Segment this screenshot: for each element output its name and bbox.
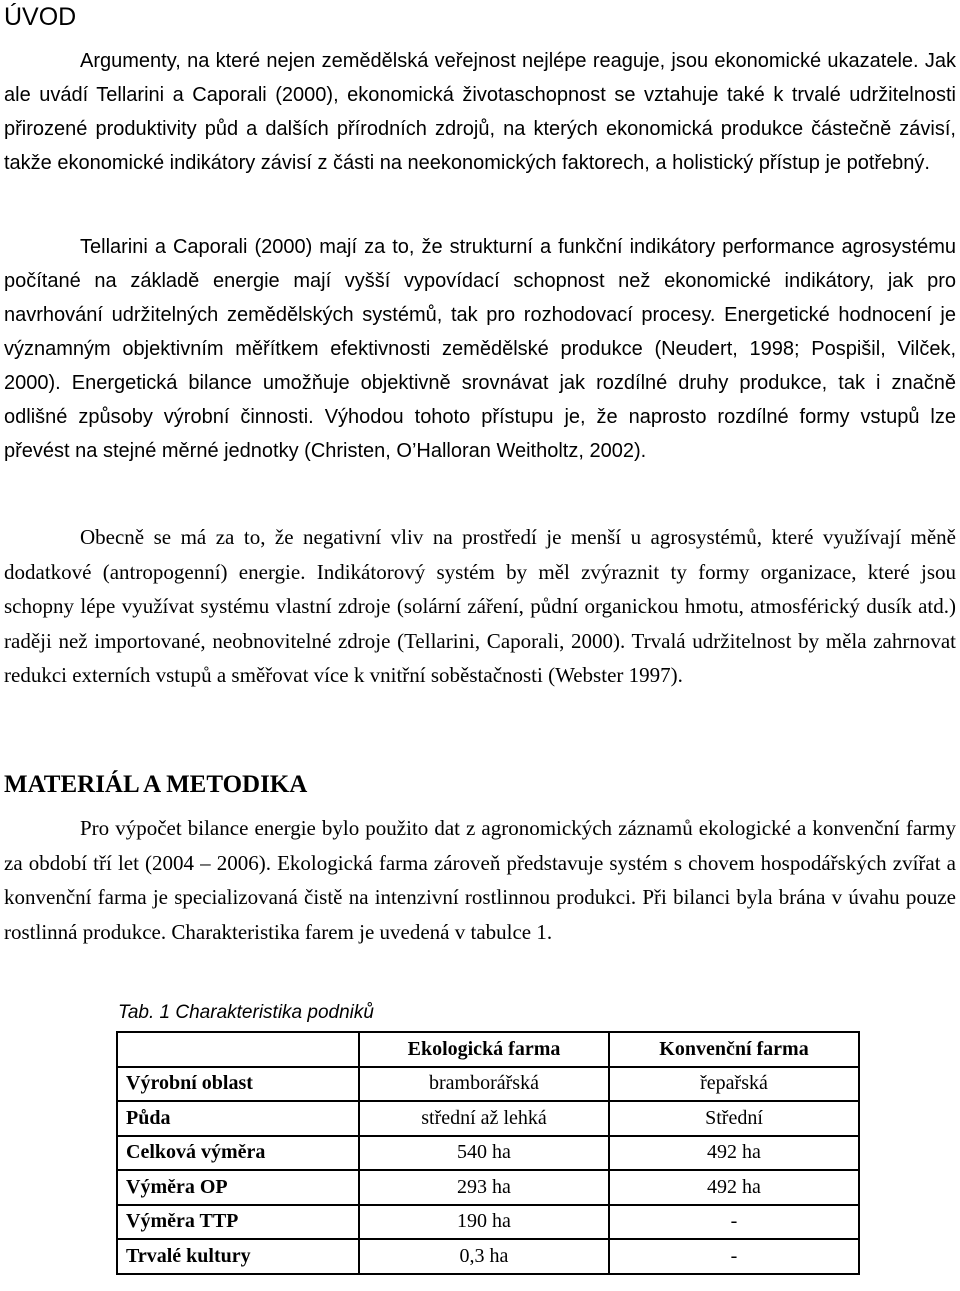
- row-label: Výrobní oblast: [117, 1067, 359, 1102]
- cell-konv: 492 ha: [609, 1170, 859, 1205]
- intro-paragraph-3: Obecně se má za to, že negativní vliv na prostředí je menší u agrosystémů, které využívají měně dodatkové (antropogenní) energie. Indikátorový systém by měl zvýraznit ty formy organizace, které jsou schopny lépe využívat systému vlastní zdroje (solární záření, půdní organickou hmotu, atmosférický dusík atd.) raději než importované, neobnovitelné zdroje (Tellarini, Caporali, 2000). Trvalá udržitelnost by měla zahrnovat redukci externích vstupů a směřovat více k vnitřní soběstačnosti (Webster 1997).: [4, 525, 956, 688]
- row-label: Trvalé kultury: [117, 1239, 359, 1274]
- table-row: [117, 1101, 859, 1136]
- cell-eko: bramborářská: [359, 1067, 609, 1102]
- row-label: Půda: [117, 1101, 359, 1136]
- row-label: Celková výměra: [117, 1136, 359, 1171]
- intro-paragraph-1: Argumenty, na které nejen zemědělská veřejnost nejlépe reaguje, jsou ekonomické ukazatele. Jak ale uvádí Tellarini a Caporali (2000), ekonomická životaschopnost se vztahuje také k trvalé udržitelnosti přirozené produktivity půd a dalších přírodních zdrojů, na kterých ekonomická produkce částečně závisí, takže ekonomické indikátory závisí z části na neekonomických faktorech, a holistický přístup je potřebný.: [4, 50, 956, 174]
- row-label: Výměra OP: [117, 1170, 359, 1205]
- header-cell-konv: Konvenční farma: [609, 1032, 859, 1067]
- cell-konv: -: [609, 1205, 859, 1240]
- table-row: [117, 1170, 859, 1205]
- intro-paragraph-2: Tellarini a Caporali (2000) mají za to, že strukturní a funkční indikátory performance agrosystému počítané na základě energie mají vyšší vypovídací schopnost než ekonomické indikátory, jak pro navrhování udržitelných zemědělských systémů, tak pro rozhodovací procesy. Energetické hodnocení je významným objektivním měřítkem efektivnosti zemědělské produkce (Neudert, 1998; Pospišil, Vilček, 2000). Energetická bilance umožňuje objektivně srovnávat jak rozdílné druhy produkce, tak i značně odlišné způsoby výrobní činnosti. Výhodou tohoto přístupu je, že naprosto rozdílné formy vstupů lze převést na stejné měrné jednotky (Christen, O’Halloran Weitholtz, 2002).: [4, 236, 956, 462]
- row-label: Výměra TTP: [117, 1205, 359, 1240]
- cell-eko: 190 ha: [359, 1205, 609, 1240]
- cell-eko: 293 ha: [359, 1170, 609, 1205]
- section-heading-uvod: ÚVOD: [4, 3, 77, 31]
- farm-characteristics-table: [116, 1031, 860, 1275]
- cell-konv: řepařská: [609, 1067, 859, 1102]
- cell-konv: -: [609, 1239, 859, 1274]
- table-row: [117, 1067, 859, 1102]
- header-cell-eko: Ekologická farma: [359, 1032, 609, 1067]
- cell-eko: střední až lehká: [359, 1101, 609, 1136]
- table-row: [117, 1136, 859, 1171]
- table-header-row: [117, 1032, 859, 1067]
- section-heading-methods: MATERIÁL A METODIKA: [4, 771, 308, 798]
- table-row: [117, 1239, 859, 1274]
- cell-eko: 0,3 ha: [359, 1239, 609, 1274]
- table-caption: Tab. 1 Charakteristika podniků: [118, 1002, 374, 1023]
- header-cell-empty: [117, 1032, 359, 1067]
- methods-paragraph-1: Pro výpočet bilance energie bylo použito dat z agronomických záznamů ekologické a konvenční farmy za období tří let (2004 – 2006). Ekologická farma zároveň představuje systém s chovem hospodářských zvířat a konvenční farma je specializovaná čistě na intenzivní rostlinnou produkci. Při bilanci byla brána v úvahu pouze rostlinná produkce. Charakteristika farem je uvedená v tabulce 1.: [4, 816, 956, 944]
- table-row: [117, 1205, 859, 1240]
- cell-konv: 492 ha: [609, 1136, 859, 1171]
- cell-konv: Střední: [609, 1101, 859, 1136]
- cell-eko: 540 ha: [359, 1136, 609, 1171]
